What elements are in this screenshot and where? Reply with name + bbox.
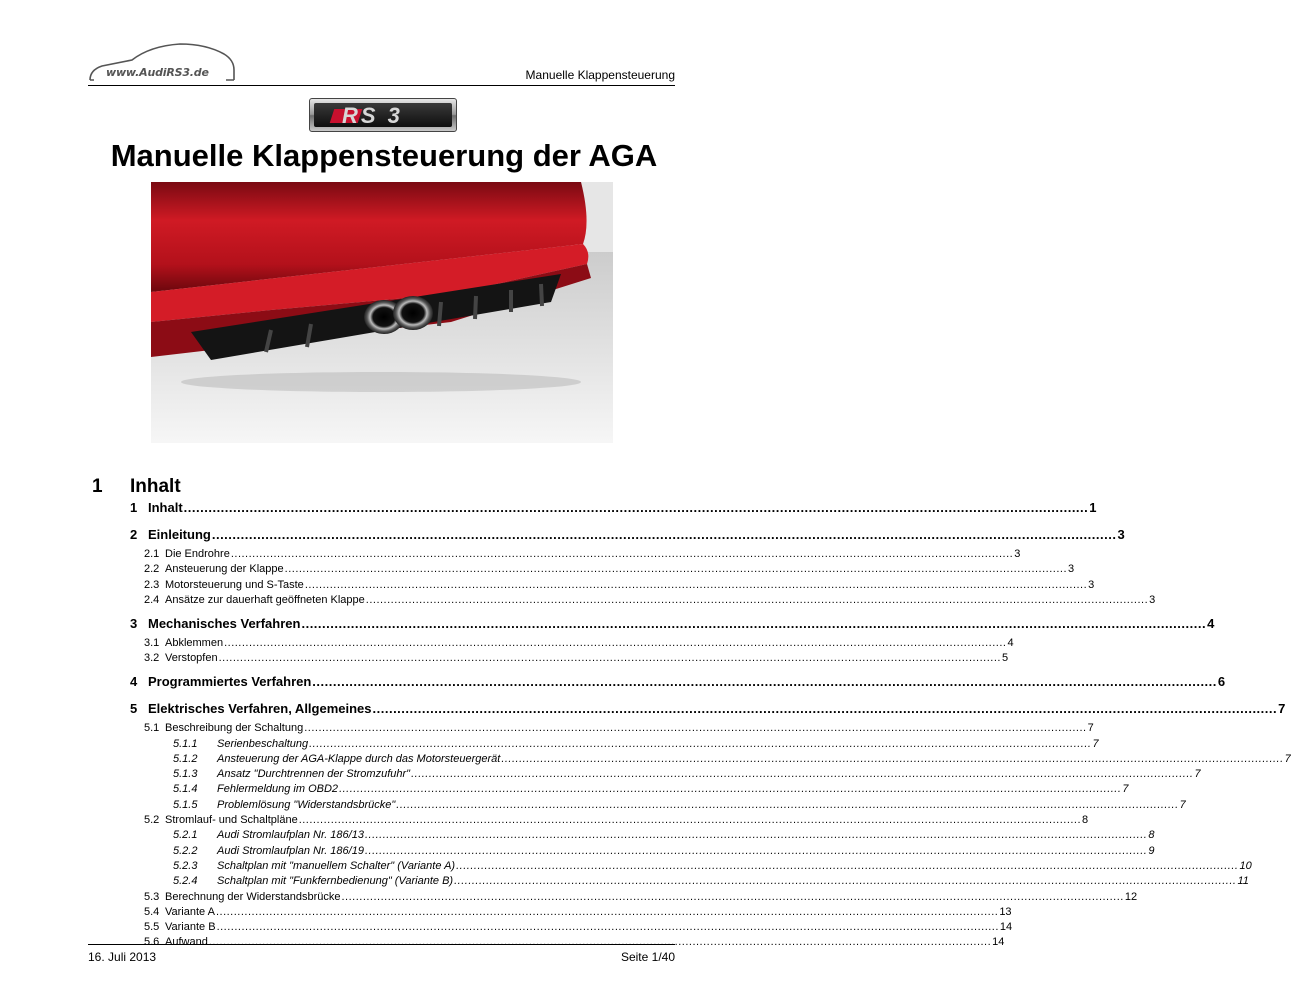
toc-dot-leader: ............................................................................................................................................................................................................................ (218, 652, 1001, 665)
toc-entry-title: Audi Stromlaufplan Nr. 186/19 (217, 844, 364, 857)
toc-entry-page: 9 (1148, 844, 1155, 857)
toc-entry-number: 5 (130, 701, 138, 717)
toc-entry-page: 4 (1207, 615, 1215, 631)
toc-entry-number: 3 (130, 615, 138, 631)
toc-dot-leader: ............................................................................................................................................................................................................................ (339, 783, 1122, 796)
toc-entry[interactable] (144, 722, 1094, 735)
toc-entry-page: 1 (1089, 500, 1097, 515)
toc-entry-page: 10 (1239, 859, 1252, 872)
toc-entry-number: 5.2.4 (173, 875, 198, 888)
toc-entry-title: Schaltplan mit "manuellem Schalter" (Variante A) (217, 859, 456, 872)
toc-dot-leader: ............................................................................................................................................................................................................................ (304, 578, 1088, 591)
toc-entry[interactable] (173, 752, 1291, 765)
header-divider (88, 85, 675, 86)
toc-dot-leader: ............................................................................................................................................................................................................................ (454, 875, 1237, 888)
footer-date: 16. Juli 2013 (88, 950, 157, 964)
toc-dot-leader: ............................................................................................................................................................................................................................ (411, 768, 1194, 781)
toc-entry-page: 7 (1122, 783, 1129, 796)
toc-entry-number: 5.1.4 (173, 783, 198, 796)
toc-dot-leader: ............................................................................................................................................................................................................................ (364, 844, 1148, 857)
toc-entry[interactable] (130, 527, 1125, 542)
toc-entry-number: 2.2 (144, 563, 160, 576)
toc-entry-number: 5.3 (144, 890, 160, 903)
toc-entry[interactable] (144, 890, 1138, 903)
toc-entry-page: 3 (1088, 578, 1095, 591)
toc-entry-number: 4 (130, 674, 138, 690)
toc-entry-number: 5.2.1 (173, 829, 198, 842)
toc-entry[interactable] (130, 615, 1215, 631)
toc-entry-page: 7 (1194, 768, 1201, 781)
toc-entry[interactable] (144, 936, 1005, 949)
document-title: Manuelle Klappensteuerung der AGA (110, 138, 658, 173)
toc-dot-leader: ............................................................................................................................................................................................................................ (364, 829, 1148, 842)
toc-entry-title: Ansteuerung der Klappe (165, 563, 284, 576)
toc-entry-page: 3 (1117, 527, 1125, 542)
toc-entry-number: 3.1 (144, 636, 160, 649)
toc-entry-title: Motorsteuerung und S-Taste (165, 578, 304, 591)
toc-entry-number: 2.1 (144, 548, 160, 560)
toc-entry-page: 14 (992, 936, 1005, 949)
toc-entry-number: 2.4 (144, 593, 160, 606)
hero-image-rear-diffuser (151, 182, 613, 443)
toc-entry-title: Serienbeschaltung (217, 737, 309, 750)
toc-entry-title: Programmiertes Verfahren (148, 674, 312, 690)
toc-dot-leader: ............................................................................................................................................................................................................................ (304, 722, 1087, 735)
toc-entry[interactable] (144, 905, 1012, 918)
toc-entry-number: 5.1.3 (173, 768, 198, 781)
toc-entry-number: 5.1.1 (173, 737, 198, 750)
toc-entry[interactable] (144, 814, 1089, 826)
toc-dot-leader: ............................................................................................................................................................................................................................ (284, 563, 1068, 576)
toc-entry-number: 5.1.2 (173, 752, 198, 765)
toc-entry-title: Inhalt (148, 500, 183, 515)
toc-dot-leader: ............................................................................................................................................................................................................................ (298, 814, 1082, 826)
toc-entry-page: 3 (1068, 563, 1075, 576)
rs3-badge (309, 98, 457, 132)
toc-entry-title: Audi Stromlaufplan Nr. 186/13 (217, 829, 364, 842)
toc-entry[interactable] (173, 798, 1186, 811)
toc-dot-leader: ............................................................................................................................................................................................................................ (224, 636, 1007, 649)
toc-entry[interactable] (144, 593, 1156, 606)
toc-entry[interactable] (173, 844, 1155, 857)
toc-entry-page: 5 (1001, 652, 1009, 665)
toc-entry-title: Abklemmen (165, 636, 224, 649)
toc-dot-leader: ............................................................................................................................................................................................................................ (501, 752, 1284, 765)
toc-entry[interactable] (144, 921, 1013, 934)
toc-dot-leader: ............................................................................................................................................................................................................................ (456, 859, 1239, 872)
toc-entry[interactable] (173, 875, 1249, 888)
toc-dot-leader: ............................................................................................................................................................................................................................ (372, 701, 1278, 717)
toc-entry-number: 2 (130, 527, 138, 542)
toc-entry-page: 7 (1179, 798, 1186, 811)
toc-entry[interactable] (173, 768, 1201, 781)
toc-entry-title: Problemlösung "Widerstandsbrücke" (217, 798, 396, 811)
toc-entry-page: 14 (999, 921, 1013, 934)
toc-entry-title: Ansteuerung der AGA-Klappe durch das Motorsteuergerät (217, 752, 501, 765)
toc-entry-number: 5.2.3 (173, 859, 198, 872)
toc-entry-page: 7 (1092, 737, 1099, 750)
toc-dot-leader: ............................................................................................................................................................................................................................ (230, 548, 1014, 560)
toc-entry[interactable] (144, 548, 1021, 560)
toc-entry[interactable] (144, 563, 1075, 576)
toc-entry-page: 7 (1087, 722, 1094, 735)
toc-entry-page: 13 (999, 905, 1012, 918)
toc-entry-number: 1 (130, 500, 138, 515)
toc-entry-number: 2.3 (144, 578, 160, 591)
toc-entry-page: 3 (1149, 593, 1156, 606)
toc-entry-page: 8 (1082, 814, 1089, 826)
toc-entry-number: 5.6 (144, 936, 160, 949)
toc-entry-number: 5.2.2 (173, 844, 198, 857)
toc-entry[interactable] (144, 636, 1014, 649)
toc-dot-leader: ............................................................................................................................................................................................................................ (365, 593, 1149, 606)
toc-entry-title: Aufwand (165, 936, 208, 949)
toc-entry-title: Schaltplan mit "Funkfernbedienung" (Variante B) (217, 875, 454, 888)
toc-entry[interactable] (130, 701, 1286, 717)
toc-entry[interactable] (173, 783, 1129, 796)
toc-entry-number: 5.1.5 (173, 798, 198, 811)
toc-entry-number: 5.5 (144, 921, 160, 934)
toc-dot-leader: ............................................................................................................................................................................................................................ (215, 905, 999, 918)
toc-entry-page: 7 (1278, 701, 1286, 717)
toc-entry-title: Beschreibung der Schaltung (165, 722, 304, 735)
toc-entry-page: 12 (1124, 890, 1138, 903)
toc-entry-number: 3.2 (144, 652, 160, 665)
toc-entry-title: Einleitung (148, 527, 211, 542)
header-title: Manuelle Klappensteuerung (525, 68, 675, 82)
toc-dot-leader: ............................................................................................................................................................................................................................ (183, 500, 1089, 515)
toc-entry-number: 5.2 (144, 814, 160, 826)
toc-dot-leader: ............................................................................................................................................................................................................................ (301, 615, 1207, 631)
toc-entry-page: 4 (1007, 636, 1014, 649)
toc-entry-title: Fehlermeldung im OBD2 (217, 783, 339, 796)
toc-entry-title: Variante B (165, 921, 216, 934)
toc-entry[interactable] (173, 737, 1099, 750)
toc-entry-title: Stromlauf- und Schaltpläne (165, 814, 298, 826)
section-title: Inhalt (130, 476, 181, 497)
section-number: 1 (92, 476, 103, 497)
toc-entry-title: Berechnung der Widerstandsbrücke (165, 890, 341, 903)
toc-entry-title: Die Endrohre (165, 548, 230, 560)
toc-entry-page: 6 (1217, 674, 1226, 690)
toc-dot-leader: ............................................................................................................................................................................................................................ (312, 674, 1217, 690)
site-logo (88, 40, 238, 84)
toc-entry[interactable] (130, 674, 1226, 690)
footer-divider (88, 944, 675, 945)
toc-entry-title: Verstopfen (165, 652, 218, 665)
toc-entry[interactable] (144, 578, 1095, 591)
toc-dot-leader: ............................................................................................................................................................................................................................ (309, 737, 1092, 750)
toc-dot-leader: ............................................................................................................................................................................................................................ (396, 798, 1179, 811)
toc-entry-page: 3 (1014, 548, 1021, 560)
toc-entry-page: 11 (1237, 875, 1249, 888)
footer-page-number: Seite 1/40 (620, 950, 675, 964)
toc-entry[interactable] (144, 652, 1009, 665)
toc-entry[interactable] (173, 859, 1252, 872)
rs3-badge-text: RS 3 (342, 103, 403, 128)
toc-entry-title: Ansatz "Durchtrennen der Stromzufuhr" (217, 768, 411, 781)
toc-entry-title: Mechanisches Verfahren (148, 615, 301, 631)
toc-dot-leader: ............................................................................................................................................................................................................................ (216, 921, 999, 934)
toc-entry-page: 8 (1148, 829, 1155, 842)
toc-dot-leader: ............................................................................................................................................................................................................................ (211, 527, 1117, 542)
toc-entry[interactable] (130, 500, 1097, 515)
toc-dot-leader: ............................................................................................................................................................................................................................ (341, 890, 1124, 903)
toc-entry-title: Variante A (165, 905, 215, 918)
site-url: www.AudiRS3.de (106, 66, 209, 79)
toc-entry-title: Ansätze zur dauerhaft geöffneten Klappe (165, 593, 365, 606)
toc-entry-title: Elektrisches Verfahren, Allgemeines (148, 701, 372, 717)
toc-entry-page: 7 (1284, 752, 1291, 765)
toc-entry-number: 5.4 (144, 905, 160, 918)
toc-entry[interactable] (173, 829, 1155, 842)
toc-entry-number: 5.1 (144, 722, 160, 735)
toc-dot-leader: ............................................................................................................................................................................................................................ (208, 936, 992, 949)
